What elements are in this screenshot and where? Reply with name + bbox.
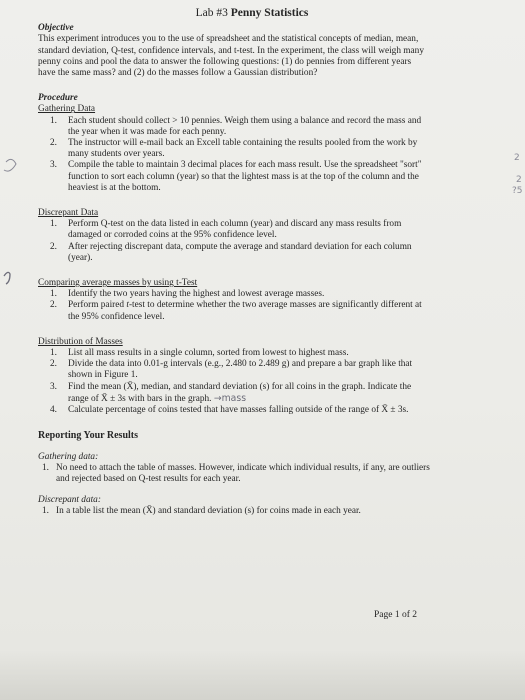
list-item: 1. No need to attach the table of masses. However, indicate which individual results, if any, are outliers and rejected based on Q-test results for each year. bbox=[42, 462, 430, 484]
margin-mark-3: ?5 bbox=[512, 186, 523, 196]
list-item: 1. List all mass results in a single column, sorted from lowest to highest mass. bbox=[50, 348, 349, 359]
reporting-discrepant-list bbox=[38, 506, 430, 517]
page-title bbox=[74, 8, 430, 19]
objective-label: Objective bbox=[38, 23, 74, 34]
list-item: 4. Calculate percentage of coins tested that have masses falling outside of the range of X̄ ± 3s. bbox=[50, 405, 409, 416]
list-item: 2. After rejecting discrepant data, compute the average and standard deviation for each column (year). bbox=[50, 241, 412, 263]
discrepant-data-heading: Discrepant Data bbox=[38, 208, 99, 219]
discrepant-data-list bbox=[38, 219, 430, 264]
comparing-list bbox=[38, 289, 430, 323]
list-item: 2. Divide the data into 0.01-g intervals (e.g., 2.480 to 2.489 g) and prepare a bar graph like that shown in Figure 1. bbox=[50, 359, 413, 381]
lab-number: Lab #3 bbox=[195, 7, 228, 19]
list-item: 1. Identify the two years having the highest and lowest average masses. bbox=[50, 289, 325, 300]
objective-text: This experiment introduces you to the use of spreadsheet and the statistical concepts of median, mean, standard deviation, Q-test, confidence intervals, and t-test. In the experiment, the class will weigh many penny coins and pool the data to answer the following questions: (1) do pennies from different years have the same mass? and (2) do the masses follow a Gaussian distribution? bbox=[38, 34, 424, 79]
list-item: 3. Find the mean (X̄), median, and standard deviation (s) for all coins in the graph. Indicate the range of X̄ ± 3s with bars in the graph. →mass bbox=[50, 381, 412, 404]
margin-mark-1: 2 bbox=[514, 153, 520, 163]
comparing-heading: Comparing average masses by using t-Test bbox=[38, 278, 198, 289]
list-item: 1. Each student should collect > 10 pennies. Weigh them using a balance and record the mass and the year when it was made for each penny. bbox=[50, 115, 422, 137]
reporting-heading: Reporting Your Results bbox=[38, 430, 139, 442]
lab-title: Penny Statistics bbox=[230, 7, 309, 19]
reporting-gathering-label: Gathering data: bbox=[38, 451, 99, 462]
document-content bbox=[38, 8, 430, 518]
list-item: 1. In a table list the mean (X̄) and standard deviation (s) for coins made in each year. bbox=[42, 506, 361, 517]
list-item: 3. Compile the table to maintain 3 decimal places for each mass result. Use the spreadsheet "sort" function to sort each column (year) so that the lightest mass is at the top of the column and the heaviest is at the bottom. bbox=[50, 160, 422, 193]
gathering-data-list bbox=[38, 116, 430, 194]
distribution-list bbox=[38, 348, 430, 416]
reporting-discrepant-label: Discrepant data: bbox=[38, 495, 101, 506]
list-item: 2. Perform paired t-test to determine whether the two average masses are significantly different at the 95% confidence level. bbox=[50, 300, 422, 322]
reporting-gathering-list bbox=[38, 463, 430, 485]
margin-mark-2: 2 bbox=[516, 175, 522, 185]
page-number: Page 1 of 2 bbox=[374, 610, 418, 620]
gathering-data-heading: Gathering Data bbox=[38, 104, 96, 115]
distribution-heading: Distribution of Masses bbox=[38, 336, 123, 347]
list-item: 2. The instructor will e-mail back an Excell table containing the results pooled from the work by many students over years. bbox=[50, 138, 418, 160]
list-item: 1. Perform Q-test on the data listed in each column (year) and discard any mass results from damaged or corroded coins at the 95% confidence level. bbox=[50, 219, 402, 241]
pencil-curl-mark-2 bbox=[4, 272, 10, 284]
procedure-label: Procedure bbox=[38, 93, 78, 104]
pencil-curl-mark-1 bbox=[4, 159, 16, 171]
page-shadow bbox=[0, 650, 525, 700]
handwritten-note: →mass bbox=[213, 392, 247, 404]
